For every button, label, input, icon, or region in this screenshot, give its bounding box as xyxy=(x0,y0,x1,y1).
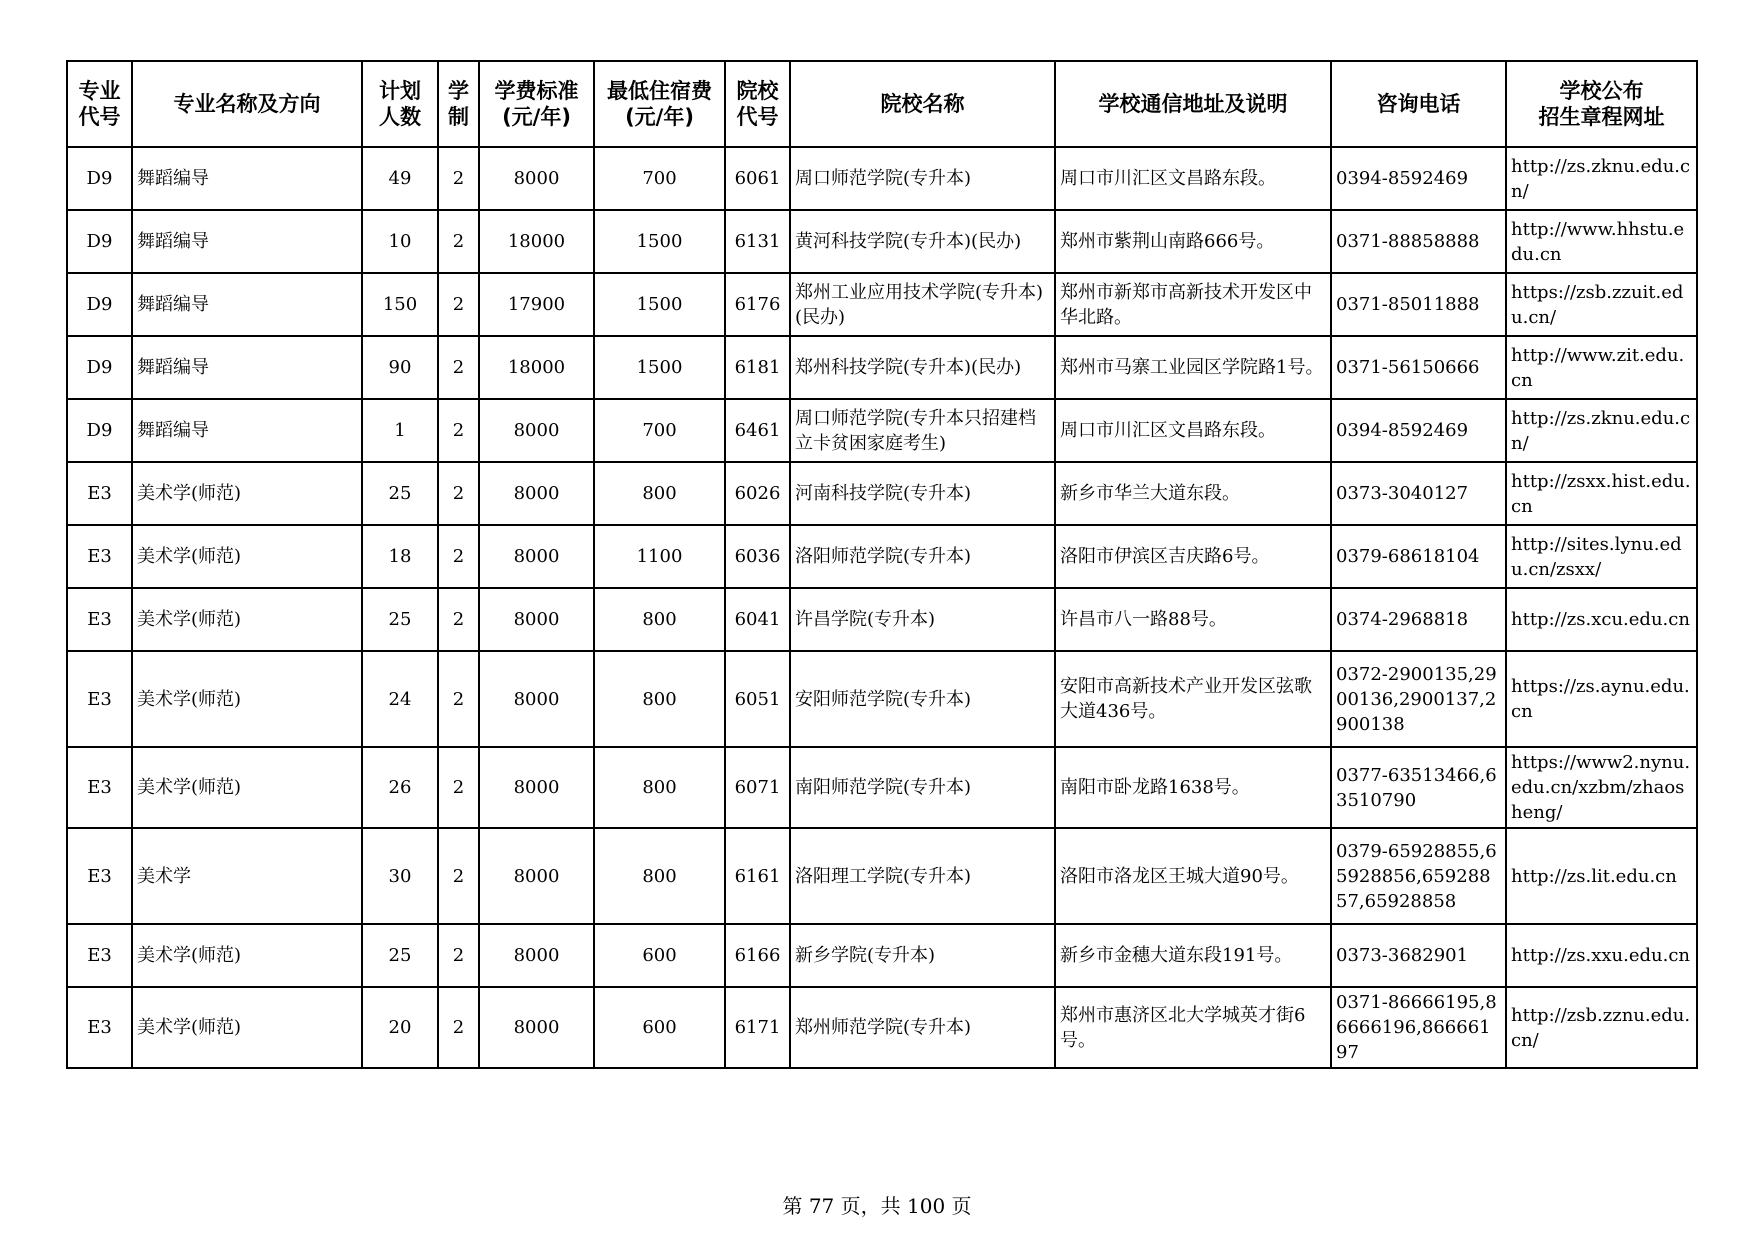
page-number: 第 77 页，共 100 页 xyxy=(782,1194,972,1218)
cell-duration: 2 xyxy=(438,399,479,462)
table-row xyxy=(67,336,1697,399)
table-row xyxy=(67,588,1697,651)
cell-website: http://zs.xcu.edu.cn xyxy=(1506,588,1697,651)
table-row xyxy=(67,210,1697,273)
cell-duration: 2 xyxy=(438,924,479,987)
cell-duration: 2 xyxy=(438,147,479,210)
cell-address: 郑州市马寨工业园区学院路1号。 xyxy=(1055,336,1331,399)
cell-major-code: D9 xyxy=(67,147,132,210)
cell-address: 许昌市八一路88号。 xyxy=(1055,588,1331,651)
cell-school-name: 河南科技学院(专升本) xyxy=(790,462,1055,525)
cell-duration: 2 xyxy=(438,273,479,336)
cell-website: http://zs.xxu.edu.cn xyxy=(1506,924,1697,987)
cell-major-code: E3 xyxy=(67,588,132,651)
cell-school-name: 郑州工业应用技术学院(专升本)(民办) xyxy=(790,273,1055,336)
header-major-code: 专业 代号 xyxy=(67,61,132,147)
cell-phone: 0371-88858888 xyxy=(1331,210,1506,273)
cell-school-name: 安阳师范学院(专升本) xyxy=(790,651,1055,747)
cell-school-code: 6176 xyxy=(725,273,790,336)
cell-plan-count: 25 xyxy=(362,588,438,651)
cell-tuition: 8000 xyxy=(479,924,594,987)
cell-plan-count: 49 xyxy=(362,147,438,210)
cell-address: 新乡市华兰大道东段。 xyxy=(1055,462,1331,525)
table-row xyxy=(67,525,1697,588)
cell-school-name: 郑州科技学院(专升本)(民办) xyxy=(790,336,1055,399)
cell-address: 洛阳市伊滨区吉庆路6号。 xyxy=(1055,525,1331,588)
cell-website: http://zsxx.hist.edu.cn xyxy=(1506,462,1697,525)
cell-school-code: 6061 xyxy=(725,147,790,210)
cell-address: 郑州市惠济区北大学城英才街6号。 xyxy=(1055,987,1331,1068)
cell-phone: 0372-2900135,2900136,2900137,2900138 xyxy=(1331,651,1506,747)
cell-website: http://zs.zknu.edu.cn/ xyxy=(1506,399,1697,462)
header-duration: 学 制 xyxy=(438,61,479,147)
table-row xyxy=(67,399,1697,462)
cell-school-code: 6461 xyxy=(725,399,790,462)
cell-phone: 0371-85011888 xyxy=(1331,273,1506,336)
cell-school-name: 周口师范学院(专升本) xyxy=(790,147,1055,210)
cell-school-code: 6071 xyxy=(725,747,790,828)
cell-phone: 0379-68618104 xyxy=(1331,525,1506,588)
cell-school-code: 6161 xyxy=(725,828,790,924)
table-row xyxy=(67,987,1697,1068)
cell-website: https://zs.aynu.edu.cn xyxy=(1506,651,1697,747)
cell-dorm-fee: 700 xyxy=(594,399,725,462)
cell-plan-count: 25 xyxy=(362,462,438,525)
cell-school-name: 新乡学院(专升本) xyxy=(790,924,1055,987)
cell-dorm-fee: 1500 xyxy=(594,210,725,273)
cell-tuition: 17900 xyxy=(479,273,594,336)
cell-address: 周口市川汇区文昌路东段。 xyxy=(1055,399,1331,462)
cell-plan-count: 20 xyxy=(362,987,438,1068)
admissions-table xyxy=(66,60,1698,1069)
cell-duration: 2 xyxy=(438,747,479,828)
header-plan-count: 计划 人数 xyxy=(362,61,438,147)
cell-school-name: 南阳师范学院(专升本) xyxy=(790,747,1055,828)
header-school-code: 院校 代号 xyxy=(725,61,790,147)
cell-address: 南阳市卧龙路1638号。 xyxy=(1055,747,1331,828)
table-row xyxy=(67,147,1697,210)
table-header-row xyxy=(67,61,1697,147)
cell-plan-count: 24 xyxy=(362,651,438,747)
cell-major-name: 舞蹈编导 xyxy=(132,147,362,210)
cell-plan-count: 10 xyxy=(362,210,438,273)
header-dorm-fee: 最低住宿费 (元/年) xyxy=(594,61,725,147)
cell-website: http://zs.zknu.edu.cn/ xyxy=(1506,147,1697,210)
cell-address: 新乡市金穗大道东段191号。 xyxy=(1055,924,1331,987)
cell-phone: 0374-2968818 xyxy=(1331,588,1506,651)
cell-major-name: 美术学(师范) xyxy=(132,651,362,747)
cell-school-code: 6026 xyxy=(725,462,790,525)
cell-website: http://www.hhstu.edu.cn xyxy=(1506,210,1697,273)
cell-major-code: E3 xyxy=(67,828,132,924)
cell-duration: 2 xyxy=(438,336,479,399)
table-body xyxy=(67,147,1697,1068)
cell-phone: 0379-65928855,65928856,65928857,65928858 xyxy=(1331,828,1506,924)
cell-tuition: 8000 xyxy=(479,828,594,924)
cell-major-code: D9 xyxy=(67,210,132,273)
cell-major-name: 美术学(师范) xyxy=(132,747,362,828)
cell-duration: 2 xyxy=(438,588,479,651)
cell-tuition: 8000 xyxy=(479,651,594,747)
table-row xyxy=(67,651,1697,747)
cell-dorm-fee: 1100 xyxy=(594,525,725,588)
cell-dorm-fee: 1500 xyxy=(594,336,725,399)
cell-plan-count: 1 xyxy=(362,399,438,462)
cell-phone: 0394-8592469 xyxy=(1331,147,1506,210)
cell-school-name: 许昌学院(专升本) xyxy=(790,588,1055,651)
cell-major-name: 美术学(师范) xyxy=(132,588,362,651)
cell-major-name: 美术学(师范) xyxy=(132,987,362,1068)
cell-address: 郑州市新郑市高新技术开发区中华北路。 xyxy=(1055,273,1331,336)
cell-major-name: 美术学 xyxy=(132,828,362,924)
cell-website: http://zs.lit.edu.cn xyxy=(1506,828,1697,924)
cell-phone: 0373-3040127 xyxy=(1331,462,1506,525)
cell-website: https://www2.nynu.edu.cn/xzbm/zhaosheng/ xyxy=(1506,747,1697,828)
cell-major-code: E3 xyxy=(67,462,132,525)
cell-major-name: 美术学(师范) xyxy=(132,525,362,588)
table-row xyxy=(67,273,1697,336)
cell-dorm-fee: 800 xyxy=(594,651,725,747)
cell-dorm-fee: 800 xyxy=(594,462,725,525)
cell-plan-count: 90 xyxy=(362,336,438,399)
cell-dorm-fee: 600 xyxy=(594,924,725,987)
cell-dorm-fee: 800 xyxy=(594,588,725,651)
cell-major-code: E3 xyxy=(67,987,132,1068)
header-address: 学校通信地址及说明 xyxy=(1055,61,1331,147)
cell-school-code: 6036 xyxy=(725,525,790,588)
cell-major-code: D9 xyxy=(67,336,132,399)
cell-tuition: 8000 xyxy=(479,147,594,210)
cell-address: 郑州市紫荆山南路666号。 xyxy=(1055,210,1331,273)
cell-school-name: 洛阳理工学院(专升本) xyxy=(790,828,1055,924)
cell-major-name: 舞蹈编导 xyxy=(132,399,362,462)
cell-tuition: 8000 xyxy=(479,525,594,588)
cell-school-code: 6051 xyxy=(725,651,790,747)
header-phone: 咨询电话 xyxy=(1331,61,1506,147)
cell-major-code: E3 xyxy=(67,747,132,828)
cell-major-code: E3 xyxy=(67,924,132,987)
header-school-name: 院校名称 xyxy=(790,61,1055,147)
cell-plan-count: 18 xyxy=(362,525,438,588)
header-tuition: 学费标准 (元/年) xyxy=(479,61,594,147)
cell-school-name: 周口师范学院(专升本只招建档立卡贫困家庭考生) xyxy=(790,399,1055,462)
cell-dorm-fee: 1500 xyxy=(594,273,725,336)
cell-address: 安阳市高新技术产业开发区弦歌大道436号。 xyxy=(1055,651,1331,747)
cell-phone: 0371-86666195,86666196,86666197 xyxy=(1331,987,1506,1068)
cell-school-name: 洛阳师范学院(专升本) xyxy=(790,525,1055,588)
cell-major-code: D9 xyxy=(67,399,132,462)
cell-phone: 0394-8592469 xyxy=(1331,399,1506,462)
cell-tuition: 18000 xyxy=(479,210,594,273)
cell-plan-count: 26 xyxy=(362,747,438,828)
cell-school-code: 6131 xyxy=(725,210,790,273)
cell-dorm-fee: 600 xyxy=(594,987,725,1068)
cell-phone: 0377-63513466,63510790 xyxy=(1331,747,1506,828)
table-row xyxy=(67,924,1697,987)
cell-website: https://zsb.zzuit.edu.cn/ xyxy=(1506,273,1697,336)
cell-dorm-fee: 800 xyxy=(594,828,725,924)
cell-major-name: 舞蹈编导 xyxy=(132,273,362,336)
cell-address: 洛阳市洛龙区王城大道90号。 xyxy=(1055,828,1331,924)
cell-phone: 0373-3682901 xyxy=(1331,924,1506,987)
cell-major-code: D9 xyxy=(67,273,132,336)
cell-major-name: 舞蹈编导 xyxy=(132,336,362,399)
cell-plan-count: 30 xyxy=(362,828,438,924)
cell-duration: 2 xyxy=(438,462,479,525)
cell-plan-count: 150 xyxy=(362,273,438,336)
cell-tuition: 8000 xyxy=(479,462,594,525)
cell-address: 周口市川汇区文昌路东段。 xyxy=(1055,147,1331,210)
header-website: 学校公布 招生章程网址 xyxy=(1506,61,1697,147)
cell-website: http://sites.lynu.edu.cn/zsxx/ xyxy=(1506,525,1697,588)
cell-duration: 2 xyxy=(438,828,479,924)
table-row xyxy=(67,828,1697,924)
cell-tuition: 8000 xyxy=(479,588,594,651)
cell-dorm-fee: 700 xyxy=(594,147,725,210)
cell-duration: 2 xyxy=(438,210,479,273)
cell-website: http://www.zit.edu.cn xyxy=(1506,336,1697,399)
cell-school-code: 6041 xyxy=(725,588,790,651)
cell-duration: 2 xyxy=(438,987,479,1068)
cell-major-name: 美术学(师范) xyxy=(132,462,362,525)
cell-tuition: 18000 xyxy=(479,336,594,399)
cell-school-code: 6181 xyxy=(725,336,790,399)
cell-school-code: 6171 xyxy=(725,987,790,1068)
table-row xyxy=(67,462,1697,525)
cell-major-name: 舞蹈编导 xyxy=(132,210,362,273)
cell-plan-count: 25 xyxy=(362,924,438,987)
cell-tuition: 8000 xyxy=(479,987,594,1068)
cell-school-code: 6166 xyxy=(725,924,790,987)
cell-tuition: 8000 xyxy=(479,747,594,828)
cell-school-name: 黄河科技学院(专升本)(民办) xyxy=(790,210,1055,273)
cell-phone: 0371-56150666 xyxy=(1331,336,1506,399)
cell-major-code: E3 xyxy=(67,651,132,747)
cell-major-name: 美术学(师范) xyxy=(132,924,362,987)
cell-duration: 2 xyxy=(438,651,479,747)
table-row xyxy=(67,747,1697,828)
cell-major-code: E3 xyxy=(67,525,132,588)
cell-tuition: 8000 xyxy=(479,399,594,462)
cell-school-name: 郑州师范学院(专升本) xyxy=(790,987,1055,1068)
cell-duration: 2 xyxy=(438,525,479,588)
header-major-name: 专业名称及方向 xyxy=(132,61,362,147)
cell-website: http://zsb.zznu.edu.cn/ xyxy=(1506,987,1697,1068)
cell-dorm-fee: 800 xyxy=(594,747,725,828)
